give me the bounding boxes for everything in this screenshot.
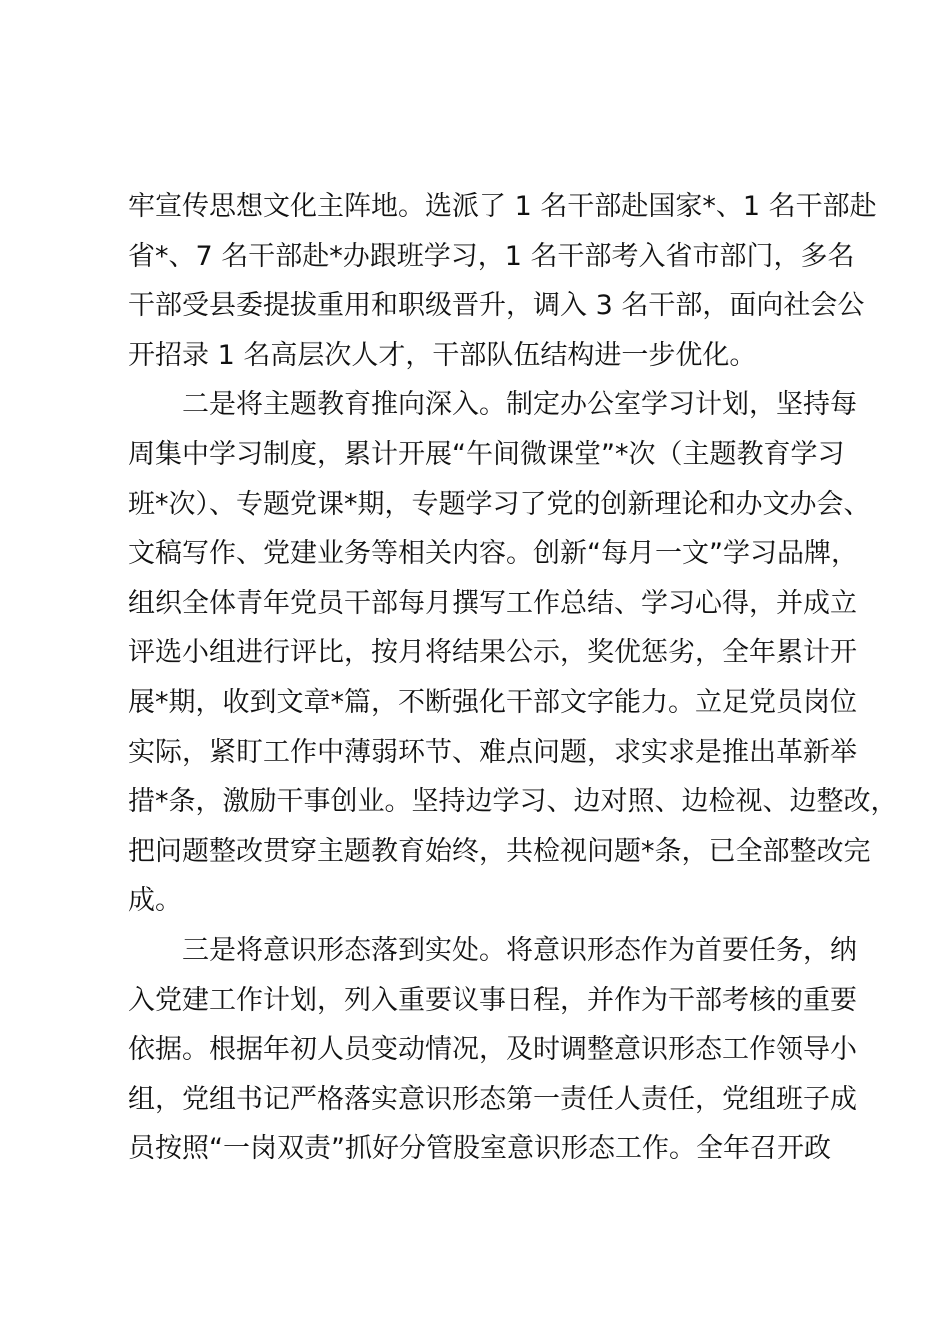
text-line: 文稿写作、党建业务等相关内容。创新“每月一文”学习品牌， <box>128 538 858 570</box>
text-line: 班*次）、专题党课*期，专题学习了党的创新理论和办文办会、 <box>128 488 871 520</box>
text-line: 入党建工作计划，列入重要议事日程，并作为干部考核的重要 <box>128 984 857 1016</box>
text-line: 干部受县委提拔重用和职级晋升，调入 3 名干部，面向社会公 <box>128 290 865 322</box>
text-line: 开招录 1 名高层次人才，干部队伍结构进一步优化。 <box>128 339 757 371</box>
text-line: 措*条，激励干事创业。坚持边学习、边对照、边检视、边整改， <box>128 786 898 818</box>
paragraph-three-first-line: 三是将意识形态落到实处。将意识形态作为首要任务，纳 <box>182 934 857 966</box>
text-line: 牢宣传思想文化主阵地。选派了 1 名干部赴国家*、1 名干部赴 <box>128 191 877 222</box>
text-line: 员按照“一岗双责”抓好分管股室意识形态工作。全年召开政 <box>128 1133 831 1165</box>
text-line: 周集中学习制度，累计开展“午间微课堂”*次（主题教育学习 <box>128 438 845 470</box>
text-line: 组，党组书记严格落实意识形态第一责任人责任，党组班子成 <box>128 1083 857 1115</box>
text-line: 成。 <box>128 885 182 917</box>
paragraph-two-first-line: 二是将主题教育推向深入。制定办公室学习计划，坚持每 <box>182 389 857 421</box>
text-line: 组织全体青年党员干部每月撰写工作总结、学习心得，并成立 <box>128 587 857 619</box>
text-line: 实际，紧盯工作中薄弱环节、难点问题，求实求是推出革新举 <box>128 736 857 768</box>
text-line: 省*、7 名干部赴*办跟班学习，1 名干部考入省市部门，多名 <box>128 240 855 272</box>
text-line: 把问题整改贯穿主题教育始终，共检视问题*条，已全部整改完 <box>128 835 871 867</box>
text-line: 评选小组进行评比，按月将结果公示，奖优惩劣，全年累计开 <box>128 637 857 669</box>
text-line: 依据。根据年初人员变动情况，及时调整意识形态工作领导小 <box>128 1034 857 1066</box>
document-body <box>128 182 898 1174</box>
text-line: 展*期，收到文章*篇，不断强化干部文字能力。立足党员岗位 <box>128 686 857 718</box>
